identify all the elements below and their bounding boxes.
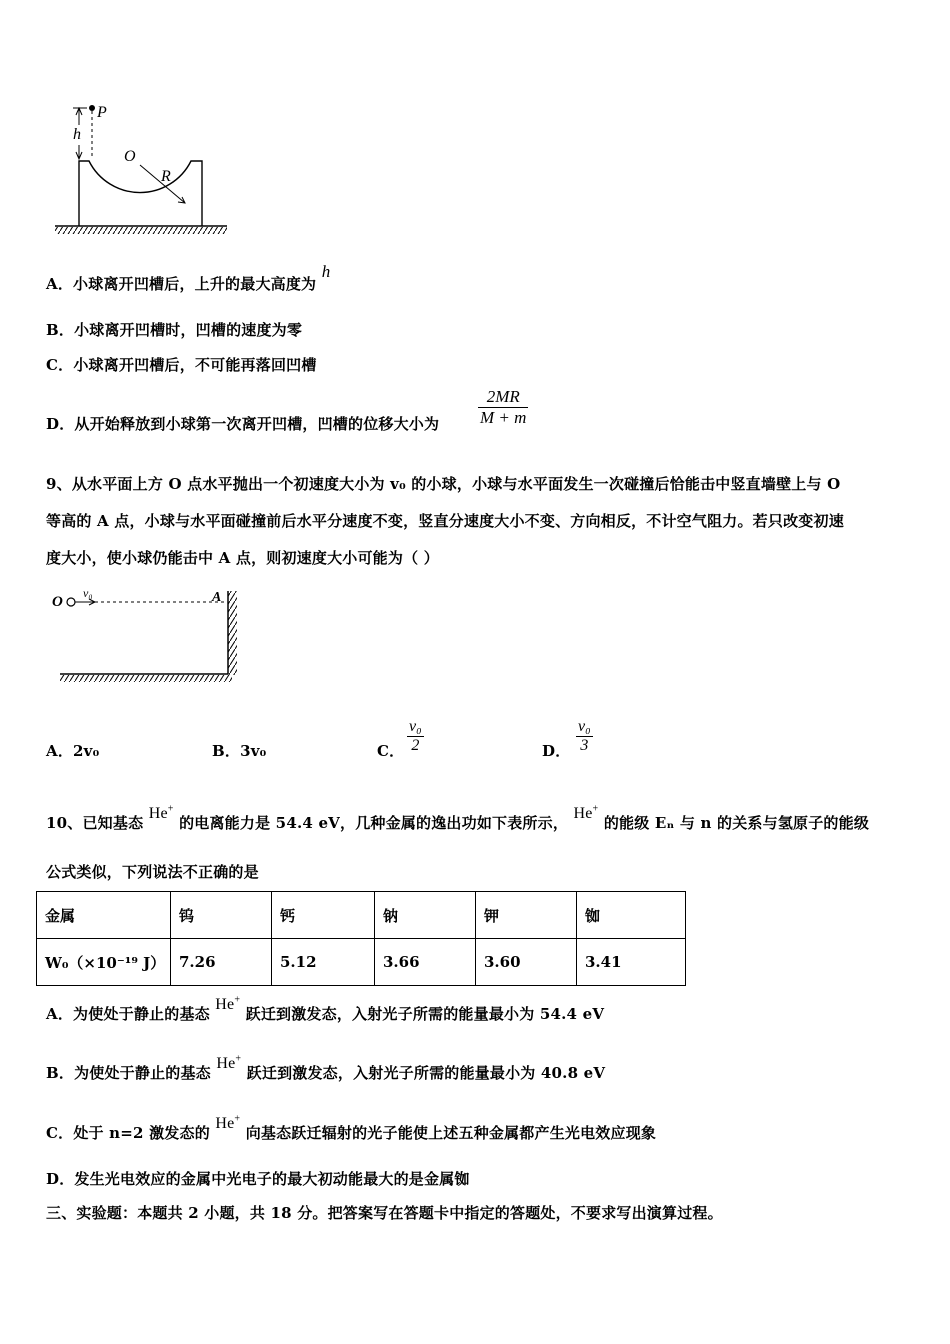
label-h: h <box>73 126 81 143</box>
fraction-numerator: 2MR <box>478 387 528 408</box>
q9-option-b: B．3v₀ <box>212 742 267 760</box>
q9-option-c-fraction <box>407 718 424 755</box>
table-cell: 7.26 <box>171 939 272 986</box>
q8-option-d <box>46 413 439 434</box>
he-ion: He+ <box>215 994 241 1013</box>
he-ion: He+ <box>215 1113 241 1132</box>
q9-option-c: C． <box>377 742 405 760</box>
q8-option-d-text: D．从开始释放到小球第一次离开凹槽，凹槽的位移大小为 <box>46 415 440 433</box>
table-cell: 铷 <box>577 892 686 939</box>
q10-line-2: 公式类似，下列说法不正确的是 <box>46 863 259 881</box>
q8-option-a-text: A．小球离开凹槽后，上升的最大高度为 <box>46 275 317 293</box>
q10-option-b <box>46 1053 606 1083</box>
label-o2: O <box>52 594 63 610</box>
ground-hatch <box>55 227 227 234</box>
q10-option-c <box>46 1113 657 1143</box>
table-cell: W₀（×10⁻¹⁹ J） <box>37 939 171 986</box>
ball-o <box>67 598 75 606</box>
he-ion: He+ <box>148 803 174 822</box>
q10-text-a: 10、已知基态 <box>46 814 144 832</box>
q9-option-a: A．2v₀ <box>46 742 100 760</box>
label-r: R <box>161 168 171 185</box>
q10-option-c-text: C．处于 n=2 激发态的 <box>46 1124 210 1142</box>
fraction-denominator: 3 <box>580 737 589 754</box>
label-v0: v₀ <box>83 586 93 600</box>
q10-option-a <box>46 994 605 1024</box>
q9-line-3: 度大小，使小球仍能击中 A 点，则初速度大小可能为（ ） <box>46 549 439 567</box>
ball-p <box>89 105 95 111</box>
label-p: P <box>97 104 107 121</box>
table-cell: 3.66 <box>375 939 476 986</box>
fraction-denominator: M + m <box>480 408 527 427</box>
wall-hatch <box>228 591 237 675</box>
q10-line-1 <box>46 803 870 833</box>
groove-outline <box>79 161 202 226</box>
he-ion: He+ <box>573 803 599 822</box>
q8-option-d-fraction <box>478 387 528 428</box>
section-3-heading: 三、实验题：本题共 2 小题，共 18 分。把答案写在答题卡中指定的答题处，不要求写出演算过程。 <box>46 1204 723 1222</box>
fraction-numerator: v₀ <box>409 718 422 735</box>
table-header-row <box>37 892 686 939</box>
table-row <box>37 939 686 986</box>
q9-option-d: D． <box>542 742 571 760</box>
q10-text-c: 的能级 Eₙ 与 n 的关系与氢原子的能级 <box>603 814 870 832</box>
q9-line-2: 等高的 A 点，小球与水平面碰撞前后水平分速度不变，竖直分速度大小不变、方向相反，不计空气阻力。若只改变初速 <box>46 512 844 530</box>
label-o: O <box>124 148 136 165</box>
table-cell: 钙 <box>272 892 375 939</box>
q10-text-b: 的电离能力是 54.4 eV，几种金属的逸出功如下表所示， <box>179 814 569 832</box>
table-cell: 钠 <box>375 892 476 939</box>
table-cell: 3.60 <box>476 939 577 986</box>
q10-option-a-text-2: 跃迁到激发态，入射光子所需的能量最小为 54.4 eV <box>245 1005 605 1023</box>
table-cell: 3.41 <box>577 939 686 986</box>
work-function-table <box>36 891 686 986</box>
table-cell: 钨 <box>171 892 272 939</box>
table-cell: 5.12 <box>272 939 375 986</box>
he-ion: He+ <box>216 1053 242 1072</box>
q9-line-1: 9、从水平面上方 O 点水平抛出一个初速度大小为 v₀ 的小球，小球与水平面发生一次碰撞后恰能击中竖直墙壁上与 O <box>46 475 841 493</box>
wall-figure <box>50 585 245 690</box>
table-cell: 钾 <box>476 892 577 939</box>
q10-option-c-text-2: 向基态跃迁辐射的光子能使上述五种金属都产生光电效应现象 <box>245 1124 657 1142</box>
q10-option-a-text: A．为使处于静止的基态 <box>46 1005 210 1023</box>
q10-option-b-text: B．为使处于静止的基态 <box>46 1064 211 1082</box>
q8-option-c: C．小球离开凹槽后，不可能再落回凹槽 <box>46 356 317 374</box>
q8-option-a-math: h <box>321 262 331 281</box>
floor-hatch <box>60 675 232 682</box>
q8-option-a <box>46 262 331 294</box>
fraction-numerator: v₀ <box>578 718 591 735</box>
q9-option-d-fraction <box>576 718 593 755</box>
q8-option-b: B．小球离开凹槽时，凹槽的速度为零 <box>46 321 303 339</box>
fraction-denominator: 2 <box>411 737 420 754</box>
table-cell: 金属 <box>37 892 171 939</box>
q10-option-b-text-2: 跃迁到激发态，入射光子所需的能量最小为 40.8 eV <box>246 1064 606 1082</box>
label-a: A <box>212 590 222 605</box>
q10-option-d: D．发生光电效应的金属中光电子的最大初动能最大的是金属铷 <box>46 1170 470 1188</box>
groove-figure <box>45 95 245 240</box>
